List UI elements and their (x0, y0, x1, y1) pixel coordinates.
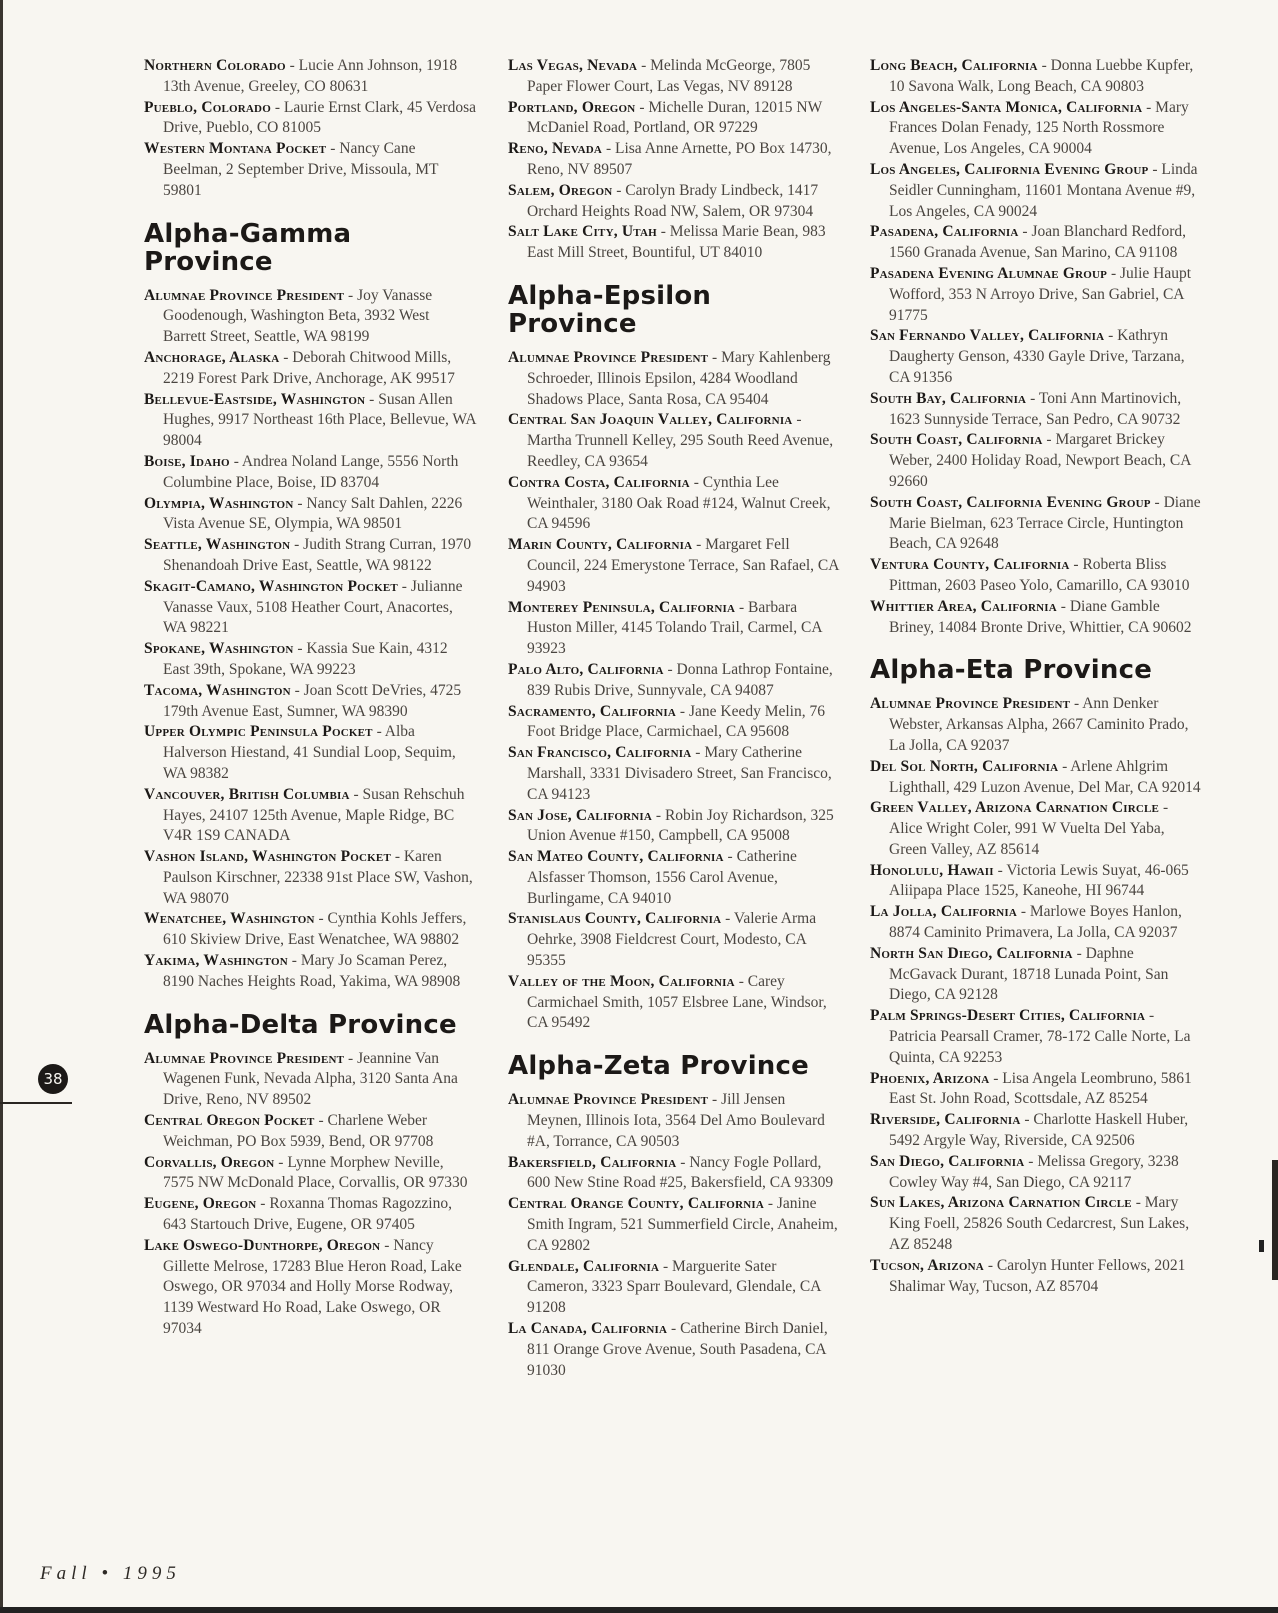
directory-entry (870, 861, 1202, 903)
entry-contact-details: - Carolyn Hunter Fellows, 2021 Shalimar Way, Tucson, AZ 85704 (889, 1256, 1186, 1295)
entry-contact-details: - Diane Gamble Briney, 14084 Bronte Drive, Whittier, CA 90602 (889, 597, 1192, 636)
directory-entry (508, 222, 840, 264)
entry-contact-details: - Julianne Vanasse Vaux, 5108 Heather Court, Anacortes, WA 98221 (163, 577, 463, 637)
entry-chapter-name: Seattle, Washington (144, 536, 291, 554)
column-3 (870, 56, 1202, 1297)
entry-contact-details: - Ann Denker Webster, Arkansas Alpha, 2667 Caminito Prado, La Jolla, CA 92037 (889, 695, 1189, 754)
directory-entry (870, 944, 1202, 1006)
directory-entry (508, 139, 840, 181)
province-section (508, 1052, 840, 1381)
entry-contact-details: - Margaret Brickey Weber, 2400 Holiday Road, Newport Beach, CA 92660 (889, 431, 1191, 490)
directory-entry (870, 597, 1202, 639)
entry-chapter-name: Wenatchee, Washington (144, 910, 315, 928)
entry-contact-details: - Charlene Weber Weichman, PO Box 5939, Bend, OR 97708 (163, 1112, 434, 1150)
entry-chapter-name: Central San Joaquin Valley, California (508, 411, 793, 429)
entry-contact-details: - Laurie Ernst Clark, 45 Verdosa Drive, Pueblo, CO 81005 (163, 98, 477, 137)
entry-chapter-name: Alumnae Province President (870, 695, 1071, 713)
entry-contact-details: - Mary King Foell, 25826 South Cedarcrest, Sun Lakes, AZ 85248 (889, 1194, 1190, 1254)
entry-contact-details: - Alice Wright Coler, 991 W Vuelta Del Yaba, Green Valley, AZ 85614 (889, 799, 1169, 858)
entry-chapter-name: Western Montana Pocket (144, 140, 327, 158)
entry-chapter-name: Marin County, California (508, 536, 693, 554)
directory-entry (508, 847, 840, 909)
entry-chapter-name: Honolulu, Hawaii (870, 861, 994, 879)
entry-contact-details: - Susan Allen Hughes, 9917 Northeast 16th Place, Bellevue, WA 98004 (163, 390, 476, 450)
entry-contact-details: - Diane Marie Bielman, 623 Terrace Circle, Huntington Beach, CA 92648 (889, 493, 1201, 553)
entry-chapter-name: Riverside, California (870, 1111, 1021, 1129)
entry-chapter-name: Bellevue-Eastside, Washington (144, 390, 366, 408)
entry-chapter-name: Stanislaus County, California (508, 910, 722, 928)
directory-entry (870, 222, 1202, 264)
directory-entry (870, 56, 1202, 98)
entry-chapter-name: Eugene, Oregon (144, 1195, 257, 1213)
entry-contact-details: - Alba Halverson Hiestand, 41 Sundial Loop, Sequim, WA 98382 (163, 723, 456, 782)
directory-entry (144, 681, 476, 723)
directory-entry (870, 1193, 1202, 1255)
directory-entry (508, 806, 840, 848)
entry-contact-details: - Linda Seidler Cunningham, 11601 Montana Avenue #9, Los Angeles, CA 90024 (889, 160, 1198, 220)
entry-chapter-name: Portland, Oregon (508, 98, 636, 116)
directory-entry (508, 535, 840, 597)
entry-contact-details: - Barbara Huston Miller, 4145 Tolando Trail, Carmel, CA 93923 (527, 598, 822, 658)
entry-contact-details: - Nancy Gillette Melrose, 17283 Blue Heron Road, Lake Oswego, OR 97034 and Holly Morse Rodway, 1139 Westward Ho Road, Lake Oswego, OR 97034 (163, 1236, 462, 1338)
entry-contact-details: - Daphne McGavack Durant, 18718 Lunada Point, San Diego, CA 92128 (889, 944, 1169, 1004)
directory-entry (144, 722, 476, 784)
entry-contact-details: - Susan Rehschuh Hayes, 24107 125th Avenue, Maple Ridge, BC V4R 1S9 CANADA (163, 785, 465, 845)
entry-contact-details: - Joy Vanasse Goodenough, Washington Beta, 3932 West Barrett Street, Seattle, WA 98199 (163, 286, 433, 346)
entry-chapter-name: San Diego, California (870, 1152, 1025, 1170)
directory-entry (508, 1090, 840, 1152)
entry-chapter-name: Salem, Oregon (508, 181, 613, 199)
province-title: Alpha-Zeta Province (508, 1051, 809, 1082)
margin-mark (1259, 1240, 1264, 1252)
directory-entry (144, 56, 476, 98)
directory-entry (870, 389, 1202, 431)
entry-contact-details: - Melinda McGeorge, 7805 Paper Flower Court, Las Vegas, NV 89128 (527, 57, 811, 95)
entry-contact-details: - Robin Joy Richardson, 325 Union Avenue #150, Campbell, CA 95008 (527, 806, 834, 845)
directory-entry (508, 1194, 840, 1256)
entry-contact-details: - Martha Trunnell Kelley, 295 South Reed Avenue, Reedley, CA 93654 (527, 411, 834, 470)
entry-contact-details: - Cynthia Lee Weinthaler, 3180 Oak Road #124, Walnut Creek, CA 94596 (527, 473, 831, 533)
entry-chapter-name: Vashon Island, Washington Pocket (144, 848, 391, 866)
directory-entry (508, 598, 840, 660)
province-title: Alpha-Epsilon Province (508, 280, 712, 339)
entry-chapter-name: Green Valley, Arizona Carnation Circle (870, 799, 1160, 817)
directory-entry (870, 757, 1202, 799)
entry-chapter-name: Pueblo, Colorado (144, 98, 271, 116)
entry-contact-details: - Joan Scott DeVries, 4725 179th Avenue East, Sumner, WA 98390 (163, 681, 462, 720)
entry-contact-details: - Valerie Arma Oehrke, 3908 Fieldcrest Court, Modesto, CA 95355 (527, 910, 817, 970)
entry-chapter-name: Boise, Idaho (144, 452, 230, 470)
entry-chapter-name: Corvallis, Oregon (144, 1153, 275, 1171)
entry-contact-details: - Jeannine Van Wagenen Funk, Nevada Alpha, 3120 Santa Ana Drive, Reno, NV 89502 (163, 1049, 458, 1109)
entry-contact-details: - Roberta Bliss Pittman, 2603 Paseo Yolo, Camarillo, CA 93010 (889, 556, 1190, 594)
entry-contact-details: - Mary Frances Dolan Fenady, 125 North Rossmore Avenue, Los Angeles, CA 90004 (889, 98, 1189, 158)
directory-entry (144, 577, 476, 639)
directory-entry (870, 430, 1202, 492)
directory-entry (144, 535, 476, 577)
directory-entry (144, 494, 476, 536)
province-section (870, 656, 1202, 1297)
directory-entry (144, 639, 476, 681)
directory-entry (508, 348, 840, 410)
entry-contact-details: - Karen Paulson Kirschner, 22338 91st Place SW, Vashon, WA 98070 (163, 848, 473, 907)
entry-contact-details: - Nancy Cane Beelman, 2 September Drive, Missoula, MT 59801 (163, 140, 439, 199)
directory-entry (144, 909, 476, 951)
entry-chapter-name: Vancouver, British Columbia (144, 785, 350, 803)
entry-contact-details: - Mary Kahlenberg Schroeder, Illinois Epsilon, 4284 Woodland Shadows Place, Santa Rosa, CA 95404 (527, 348, 831, 408)
directory-entry (870, 160, 1202, 222)
entry-contact-details: - Margaret Fell Council, 224 Emerystone Terrace, San Rafael, CA 94903 (527, 536, 839, 595)
entry-contact-details: - Janine Smith Ingram, 521 Summerfield Circle, Anaheim, CA 92802 (527, 1195, 838, 1254)
entry-chapter-name: Central Orange County, California (508, 1195, 764, 1213)
entry-contact-details: - Toni Ann Martinovich, 1623 Sunnyside Terrace, San Pedro, CA 90732 (889, 389, 1182, 428)
entry-chapter-name: Los Angeles-Santa Monica, California (870, 98, 1143, 116)
entry-chapter-name: Del Sol North, California (870, 757, 1059, 775)
entry-chapter-name: Alumnae Province President (508, 348, 709, 366)
entry-chapter-name: Sun Lakes, Arizona Carnation Circle (870, 1194, 1132, 1212)
entry-chapter-name: San Fernando Valley, California (870, 327, 1105, 345)
entry-contact-details: - Patricia Pearsall Cramer, 78-172 Calle Norte, La Quinta, CA 92253 (889, 1007, 1191, 1066)
entry-chapter-name: Palo Alto, California (508, 660, 664, 678)
entry-contact-details: - Joan Blanchard Redford, 1560 Granada Avenue, San Marino, CA 91108 (889, 223, 1186, 262)
entry-chapter-name: Skagit-Camano, Washington Pocket (144, 577, 398, 595)
entry-contact-details: - Marlowe Boyes Hanlon, 8874 Caminito Primavera, La Jolla, CA 92037 (889, 903, 1182, 942)
entry-contact-details: - Victoria Lewis Suyat, 46-065 Aliipapa Place 1525, Kaneohe, HI 96744 (889, 861, 1189, 900)
directory-entry (870, 264, 1202, 326)
directory-entry (144, 1194, 476, 1236)
entry-chapter-name: Olympia, Washington (144, 494, 294, 512)
entry-contact-details: - Arlene Ahlgrim Lighthall, 429 Luzon Avenue, Del Mar, CA 92014 (889, 757, 1201, 796)
directory-entry (870, 493, 1202, 555)
entry-chapter-name: Ventura County, California (870, 556, 1070, 574)
entry-chapter-name: Reno, Nevada (508, 140, 603, 158)
entry-chapter-name: Tucson, Arizona (870, 1256, 984, 1274)
entry-contact-details: - Lucie Ann Johnson, 1918 13th Avenue, Greeley, CO 80631 (163, 57, 458, 95)
entry-chapter-name: Pasadena Evening Alumnae Group (870, 264, 1108, 282)
entry-chapter-name: La Jolla, California (870, 903, 1017, 921)
entry-contact-details: - Melissa Marie Bean, 983 East Mill Street, Bountiful, UT 84010 (527, 223, 826, 262)
directory-entry (508, 181, 840, 223)
entry-contact-details: - Andrea Noland Lange, 5556 North Columbine Place, Boise, ID 83704 (163, 452, 459, 491)
directory-entry (870, 902, 1202, 944)
entry-contact-details: - Melissa Gregory, 3238 Cowley Way #4, San Diego, CA 92117 (889, 1152, 1179, 1191)
entry-contact-details: - Kassia Sue Kain, 4312 East 39th, Spokane, WA 99223 (163, 640, 448, 678)
directory-entry (144, 452, 476, 494)
entry-chapter-name: Salt Lake City, Utah (508, 223, 657, 241)
entry-contact-details: - Marguerite Sater Cameron, 3323 Sparr Boulevard, Glendale, CA 91208 (527, 1257, 821, 1317)
province-section (144, 1011, 476, 1340)
directory-entry (870, 555, 1202, 597)
entry-contact-details: - Nancy Fogle Pollard, 600 New Stine Road #25, Bakersfield, CA 93309 (527, 1153, 834, 1192)
entry-chapter-name: La Canada, California (508, 1320, 668, 1338)
column-2 (508, 56, 840, 1381)
entry-chapter-name: Tacoma, Washington (144, 681, 291, 699)
directory-entry (870, 1152, 1202, 1194)
entry-chapter-name: Palm Springs-Desert Cities, California (870, 1007, 1146, 1025)
directory-entry (870, 694, 1202, 756)
entry-chapter-name: Whittier Area, California (870, 597, 1057, 615)
page-number: 38 (43, 1070, 63, 1088)
entry-chapter-name: San Mateo County, California (508, 848, 724, 866)
directory-entry (144, 1153, 476, 1195)
entry-contact-details: - Roxanna Thomas Ragozzino, 643 Startouch Drive, Eugene, OR 97405 (163, 1195, 452, 1234)
entry-contact-details: - Judith Strang Curran, 1970 Shenandoah Drive East, Seattle, WA 98122 (163, 536, 472, 574)
entry-contact-details: - Michelle Duran, 12015 NW McDaniel Road, Portland, OR 97229 (527, 98, 822, 137)
entry-contact-details: - Kathryn Daugherty Genson, 4330 Gayle Drive, Tarzana, CA 91356 (889, 327, 1185, 386)
entry-chapter-name: Long Beach, California (870, 57, 1038, 74)
directory-entry (870, 326, 1202, 388)
entry-chapter-name: Anchorage, Alaska (144, 348, 280, 366)
directory-entry (144, 847, 476, 909)
entry-chapter-name: Valley of the Moon, California (508, 972, 735, 990)
entry-contact-details: - Nancy Salt Dahlen, 2226 Vista Avenue SE, Olympia, WA 98501 (163, 494, 463, 533)
directory-entry (144, 139, 476, 201)
entry-chapter-name: Las Vegas, Nevada (508, 57, 638, 74)
entry-chapter-name: Los Angeles, California Evening Group (870, 160, 1149, 178)
page-edge-bottom (0, 1607, 1278, 1613)
column-1 (144, 56, 476, 1340)
province-section (870, 56, 1202, 638)
directory-entry (870, 1256, 1202, 1298)
entry-chapter-name: Bakersfield, California (508, 1153, 677, 1171)
entry-contact-details: - Jane Keedy Melin, 76 Foot Bridge Place, Carmichael, CA 95608 (527, 702, 825, 741)
entry-chapter-name: Alumnae Province President (144, 286, 345, 304)
entry-chapter-name: South Coast, California (870, 431, 1043, 449)
directory-entry (508, 702, 840, 744)
entry-contact-details: - Carolyn Brady Lindbeck, 1417 Orchard Heights Road NW, Salem, OR 97304 (527, 181, 819, 220)
entry-contact-details: - Charlotte Haskell Huber, 5492 Argyle Way, Riverside, CA 92506 (889, 1111, 1189, 1150)
page-number-rule (0, 1102, 72, 1104)
directory-entry (144, 98, 476, 140)
directory-entry (508, 98, 840, 140)
directory-entry (144, 1236, 476, 1340)
directory-entry (870, 1110, 1202, 1152)
province-title: Alpha-Delta Province (144, 1009, 457, 1040)
entry-chapter-name: Alumnae Province President (144, 1049, 345, 1067)
directory-entry (144, 286, 476, 348)
entry-chapter-name: Lake Oswego-Dunthorpe, Oregon (144, 1236, 381, 1254)
directory-entry (870, 1069, 1202, 1111)
directory-entry (870, 798, 1202, 860)
province-section (144, 56, 476, 202)
directory-entry (144, 951, 476, 993)
province-title: Alpha-Gamma Province (144, 218, 352, 277)
directory-entry (508, 1257, 840, 1319)
page-edge-left (0, 0, 3, 1613)
directory-entry (508, 410, 840, 472)
directory-entry (144, 390, 476, 452)
province-title: Alpha-Eta Province (870, 655, 1153, 686)
entry-contact-details: - Lisa Anne Arnette, PO Box 14730, Reno, NV 89507 (527, 140, 832, 178)
entry-contact-details: - Donna Lathrop Fontaine, 839 Rubis Drive, Sunnyvale, CA 94087 (527, 660, 833, 699)
directory-entry (144, 348, 476, 390)
entry-contact-details: - Julie Haupt Wofford, 353 N Arroyo Drive, San Gabriel, CA 91775 (889, 264, 1192, 324)
directory-entry (508, 909, 840, 971)
directory-entry (508, 1153, 840, 1195)
directory-entry (508, 660, 840, 702)
entry-chapter-name: Phoenix, Arizona (870, 1069, 990, 1087)
directory-entry (508, 743, 840, 805)
directory-entry (508, 1319, 840, 1381)
directory-entry (870, 98, 1202, 160)
entry-chapter-name: San Francisco, California (508, 744, 692, 762)
entry-contact-details: - Jill Jensen Meynen, Illinois Iota, 3564 Del Amo Boulevard #A, Torrance, CA 90503 (527, 1091, 825, 1150)
entry-chapter-name: Central Oregon Pocket (144, 1112, 315, 1130)
entry-contact-details: - Deborah Chitwood Mills, 2219 Forest Park Drive, Anchorage, AK 99517 (163, 348, 455, 387)
entry-contact-details: - Donna Luebbe Kupfer, 10 Savona Walk, Long Beach, CA 90803 (889, 57, 1194, 95)
entry-chapter-name: Glendale, California (508, 1257, 660, 1275)
entry-chapter-name: Upper Olympic Peninsula Pocket (144, 723, 373, 741)
entry-chapter-name: Yakima, Washington (144, 952, 288, 970)
entry-contact-details: - Lisa Angela Leombruno, 5861 East St. John Road, Scottsdale, AZ 85254 (889, 1069, 1192, 1108)
entry-chapter-name: Monterey Peninsula, California (508, 598, 736, 616)
directory-entry (508, 972, 840, 1034)
page-edge-right (1272, 1160, 1278, 1280)
page-number-badge (38, 1064, 68, 1094)
entry-contact-details: - Mary Catherine Marshall, 3331 Divisadero Street, San Francisco, CA 94123 (527, 744, 832, 803)
directory-entry (144, 1049, 476, 1111)
directory-entry (144, 785, 476, 847)
directory-entry (508, 473, 840, 535)
entry-chapter-name: Contra Costa, California (508, 473, 690, 491)
entry-chapter-name: South Bay, California (870, 389, 1027, 407)
entry-chapter-name: Sacramento, California (508, 702, 677, 720)
entry-chapter-name: San Jose, California (508, 806, 653, 824)
entry-chapter-name: Pasadena, California (870, 223, 1019, 241)
entry-chapter-name: Spokane, Washington (144, 640, 294, 658)
entry-chapter-name: North San Diego, California (870, 944, 1073, 962)
entry-contact-details: - Carey Carmichael Smith, 1057 Elsbree Lane, Windsor, CA 95492 (527, 972, 827, 1032)
entry-chapter-name: Alumnae Province President (508, 1091, 709, 1109)
directory-entry (144, 1111, 476, 1153)
directory-entry (508, 56, 840, 98)
entry-contact-details: - Catherine Birch Daniel, 811 Orange Grove Avenue, South Pasadena, CA 91030 (527, 1320, 828, 1379)
entry-chapter-name: South Coast, California Evening Group (870, 493, 1151, 511)
directory-entry (870, 1006, 1202, 1068)
entry-contact-details: - Lynne Morphew Neville, 7575 NW McDonald Place, Corvallis, OR 97330 (163, 1153, 468, 1192)
footer-issue-date: Fall • 1995 (40, 1563, 181, 1584)
province-section (508, 282, 840, 1034)
entry-contact-details: - Mary Jo Scaman Perez, 8190 Naches Heights Road, Yakima, WA 98908 (163, 952, 461, 990)
entry-chapter-name: Northern Colorado (144, 57, 286, 74)
province-section (144, 220, 476, 993)
entry-contact-details: - Cynthia Kohls Jeffers, 610 Skiview Drive, East Wenatchee, WA 98802 (163, 910, 467, 949)
entry-contact-details: - Catherine Alsfasser Thomson, 1556 Carol Avenue, Burlingame, CA 94010 (527, 848, 797, 907)
province-section (508, 56, 840, 264)
